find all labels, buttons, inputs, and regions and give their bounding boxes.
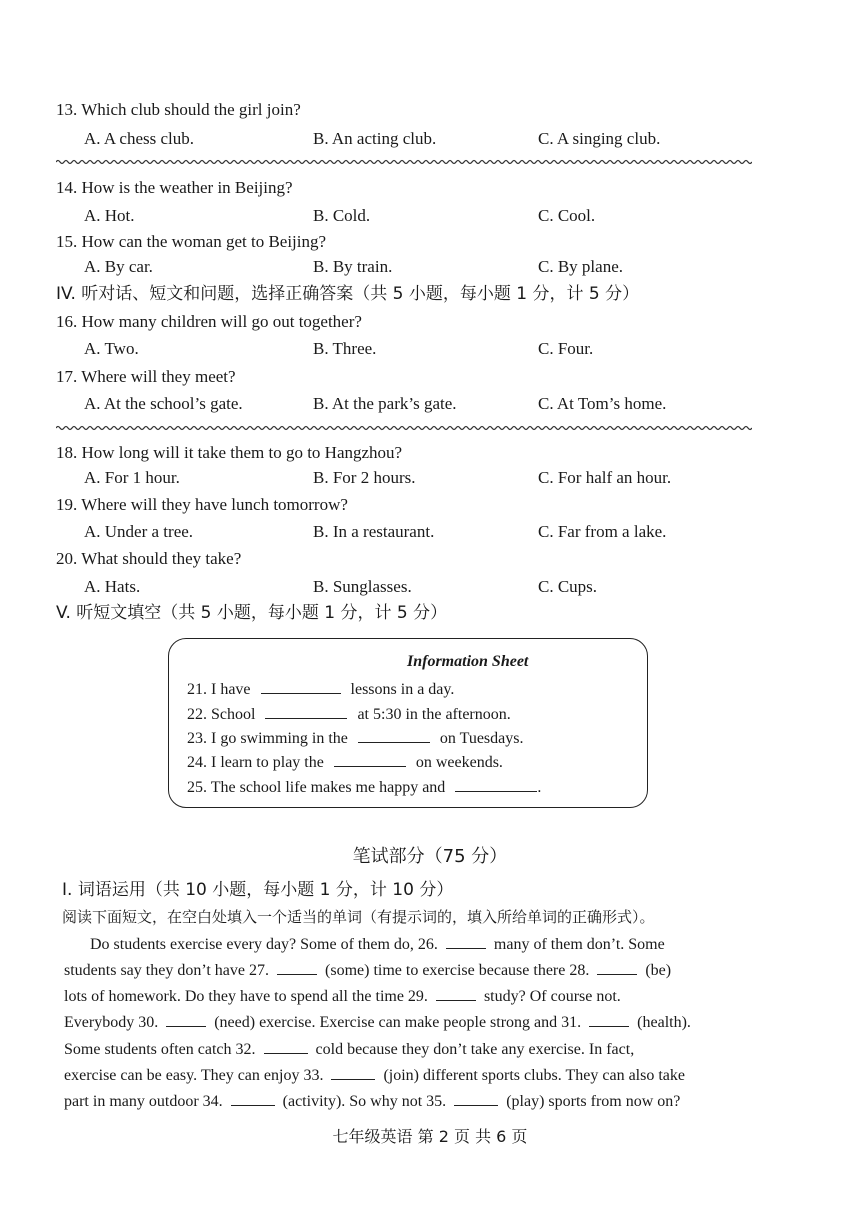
wavy-divider (56, 158, 752, 166)
option-c: C. Cups. (538, 577, 598, 596)
question-text: How can the woman get to Beijing? (81, 232, 327, 251)
answer-blank-23[interactable] (358, 728, 430, 743)
passage-line-5 (64, 1039, 634, 1060)
sheet-text: 22. School (187, 706, 256, 723)
passage-line-7 (64, 1091, 680, 1112)
sheet-line-25 (187, 777, 541, 798)
question-number: 14. (56, 178, 78, 197)
passage-line-6 (64, 1065, 685, 1086)
sheet-text: 21. I have (187, 681, 251, 698)
option-c: C. By plane. (538, 257, 623, 276)
sheet-line-22 (187, 704, 511, 725)
option-a: A. Hats. (84, 577, 141, 596)
option-c: C. Far from a lake. (538, 522, 667, 541)
passage-text: students say they don’t have 27. (64, 962, 270, 979)
blank-33[interactable] (331, 1065, 375, 1080)
sheet-text: on weekends. (415, 754, 503, 771)
passage-text: (health). (637, 1014, 691, 1031)
sheet-text: at 5:30 in the afternoon. (357, 706, 511, 723)
blank-34[interactable] (231, 1091, 275, 1106)
blank-26[interactable] (446, 934, 486, 949)
written-part-title: 笔试部分（75 分） (352, 846, 508, 867)
information-sheet-box (168, 638, 648, 808)
passage-text: Some students often catch 32. (64, 1041, 256, 1058)
question-19 (56, 495, 348, 515)
question-18 (56, 443, 402, 463)
question-text: Where will they meet? (81, 367, 236, 386)
question-16 (56, 312, 362, 332)
option-a: A. Hot. (84, 206, 135, 225)
passage-text: part in many outdoor 34. (64, 1093, 223, 1110)
passage-text: exercise can be easy. They can enjoy 33. (64, 1067, 324, 1084)
answer-blank-22[interactable] (265, 704, 347, 719)
question-text: Which club should the girl join? (81, 100, 301, 119)
option-b: B. In a restaurant. (313, 522, 435, 541)
section-iv-heading: IV. 听对话、短文和问题，选择正确答案（共 5 小题，每小题 1 分，计 5 分） (56, 284, 640, 304)
page-footer: 七年级英语 第 2 页 共 6 页 (332, 1127, 528, 1146)
passage-text: (need) exercise. Exercise can make people strong and 31. (214, 1014, 582, 1031)
question-number: 19. (56, 495, 78, 514)
section-i-heading: I. 词语运用（共 10 小题，每小题 1 分，计 10 分） (62, 880, 454, 900)
option-b: B. By train. (313, 257, 393, 276)
option-b: B. Three. (313, 339, 377, 358)
option-b: B. At the park’s gate. (313, 394, 457, 413)
option-c: C. For half an hour. (538, 468, 672, 487)
passage-line-4 (64, 1012, 691, 1033)
question-text: How many children will go out together? (81, 312, 362, 331)
question-text: How is the weather in Beijing? (81, 178, 293, 197)
question-15 (56, 232, 326, 252)
question-number: 13. (56, 100, 78, 119)
option-c: C. At Tom’s home. (538, 394, 667, 413)
question-text: How long will it take them to go to Hangzhou? (81, 443, 403, 462)
option-a: A. At the school’s gate. (84, 394, 243, 413)
option-a: A. Under a tree. (84, 522, 194, 541)
sheet-text: 23. I go swimming in the (187, 730, 348, 747)
option-b: B. For 2 hours. (313, 468, 416, 487)
question-number: 17. (56, 367, 78, 386)
option-b: B. Cold. (313, 206, 371, 225)
question-text: What should they take? (81, 549, 242, 568)
blank-30[interactable] (166, 1012, 206, 1027)
sheet-line-23 (187, 728, 523, 749)
option-c: C. A singing club. (538, 129, 661, 148)
question-14 (56, 178, 293, 198)
option-b: B. Sunglasses. (313, 577, 412, 596)
passage-text: study? Of course not. (483, 988, 621, 1005)
passage-line-1 (90, 934, 665, 955)
passage-text: Everybody 30. (64, 1014, 159, 1031)
option-a: A. By car. (84, 257, 153, 276)
sheet-text: on Tuesdays. (439, 730, 524, 747)
passage-text: (play) sports from now on? (506, 1093, 681, 1110)
blank-29[interactable] (436, 986, 476, 1001)
passage-text: cold because they don’t take any exercise. In fact, (315, 1041, 635, 1058)
blank-27[interactable] (277, 960, 317, 975)
answer-blank-25[interactable] (455, 777, 537, 792)
question-number: 20. (56, 549, 78, 568)
question-17 (56, 367, 236, 387)
passage-text: (some) time to exercise because there 28. (325, 962, 590, 979)
passage-text: many of them don’t. Some (493, 936, 665, 953)
option-a: A. For 1 hour. (84, 468, 180, 487)
passage-text: lots of homework. Do they have to spend all the time 29. (64, 988, 428, 1005)
option-c: C. Four. (538, 339, 594, 358)
passage-line-2 (64, 960, 671, 981)
blank-28[interactable] (597, 960, 637, 975)
passage-text: (join) different sports clubs. They can also take (383, 1067, 685, 1084)
option-a: A. Two. (84, 339, 139, 358)
information-sheet-title: Information Sheet (407, 653, 529, 670)
question-number: 18. (56, 443, 78, 462)
sheet-text: lessons in a day. (350, 681, 455, 698)
instruction-text: 阅读下面短文，在空白处填入一个适当的单词（有提示词的，填入所给单词的正确形式）。 (62, 908, 655, 926)
passage-line-3 (64, 986, 621, 1007)
question-text: Where will they have lunch tomorrow? (81, 495, 348, 514)
sheet-text: . (537, 779, 542, 796)
blank-35[interactable] (454, 1091, 498, 1106)
sheet-line-21 (187, 679, 454, 700)
passage-text: (be) (645, 962, 672, 979)
question-20 (56, 549, 241, 569)
blank-31[interactable] (589, 1012, 629, 1027)
passage-text: (activity). So why not 35. (282, 1093, 447, 1110)
sheet-line-24 (187, 752, 503, 773)
answer-blank-24[interactable] (334, 752, 406, 767)
question-13 (56, 100, 301, 120)
wavy-divider (56, 424, 752, 432)
sheet-text: 25. The school life makes me happy and (187, 779, 446, 796)
option-a: A. A chess club. (84, 129, 195, 148)
answer-blank-21[interactable] (261, 679, 341, 694)
question-number: 16. (56, 312, 78, 331)
option-c: C. Cool. (538, 206, 596, 225)
blank-32[interactable] (264, 1039, 308, 1054)
section-v-heading: V. 听短文填空（共 5 小题，每小题 1 分，计 5 分） (56, 603, 448, 623)
question-number: 15. (56, 232, 78, 251)
sheet-text: 24. I learn to play the (187, 754, 324, 771)
option-b: B. An acting club. (313, 129, 437, 148)
passage-text: Do students exercise every day? Some of them do, 26. (90, 936, 438, 953)
